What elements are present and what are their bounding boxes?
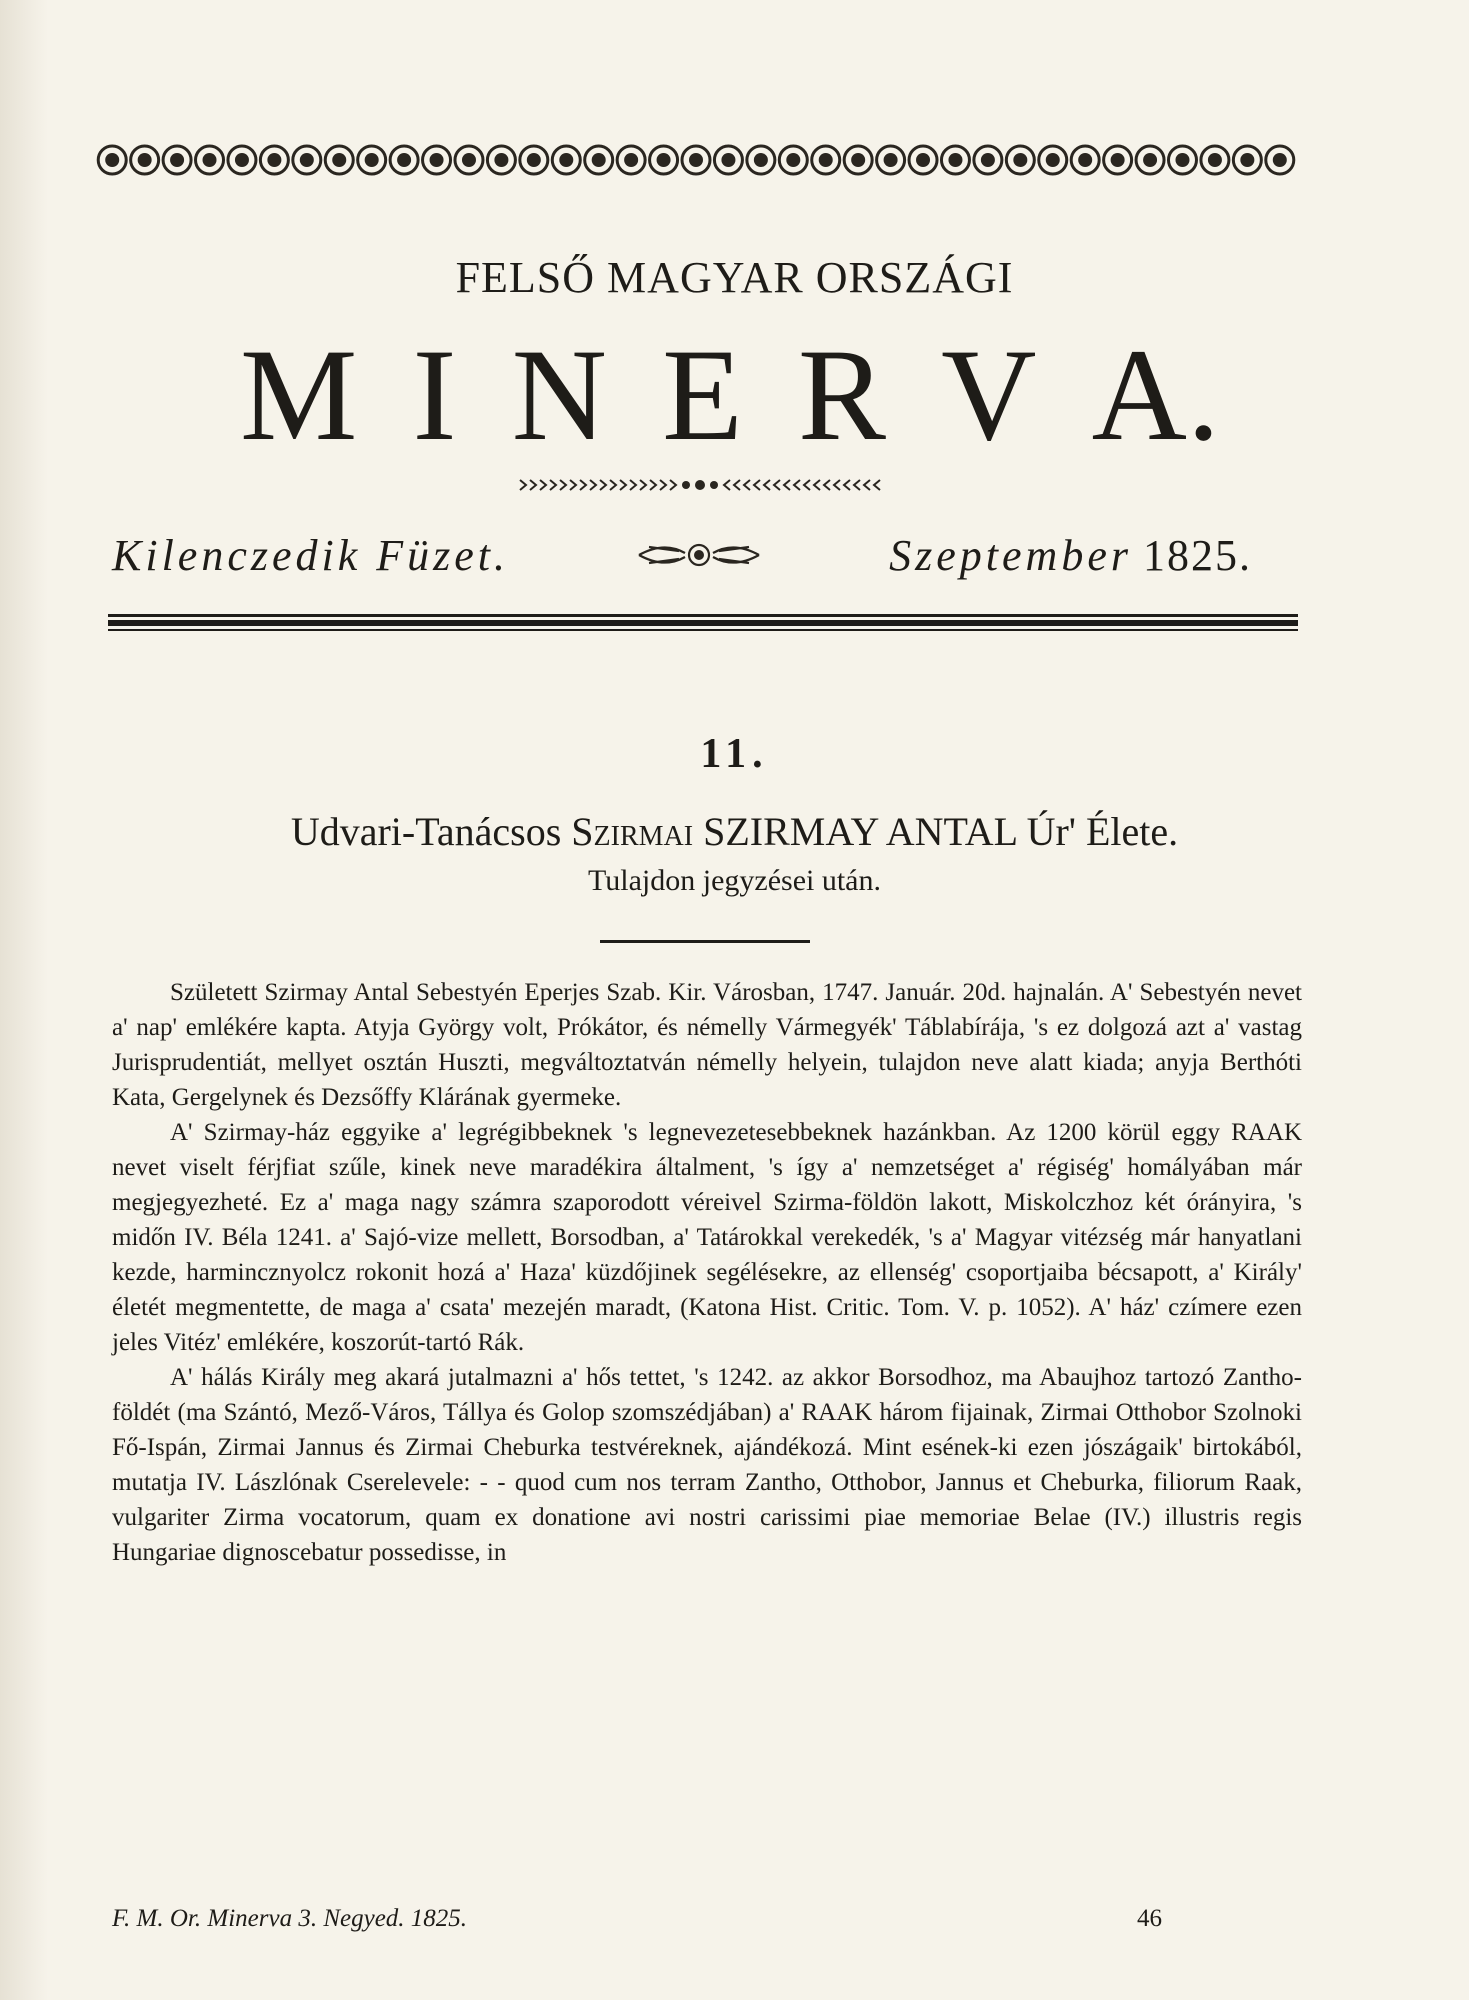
chevron-ornament bbox=[834, 480, 840, 490]
section-number: 11. bbox=[700, 731, 769, 777]
rosette-center bbox=[916, 153, 930, 167]
chevron-ornament bbox=[804, 480, 810, 490]
chevron-ornament bbox=[844, 480, 850, 490]
rosette-center bbox=[527, 153, 541, 167]
top-ornament-band bbox=[96, 140, 1296, 180]
rosette-center bbox=[559, 153, 573, 167]
chevron-ornament bbox=[874, 480, 880, 490]
rosette-center bbox=[981, 153, 995, 167]
chevron-ornament bbox=[590, 480, 596, 490]
chevron-ornament bbox=[620, 480, 626, 490]
article-title-end: SZIRMAY ANTAL Úr' Élete. bbox=[693, 809, 1179, 854]
rosette-center bbox=[138, 153, 152, 167]
rosette-center bbox=[1240, 153, 1254, 167]
signature-mark: F. M. Or. Minerva 3. Negyed. 1825. bbox=[112, 1905, 468, 1932]
chevron-ornament bbox=[530, 480, 536, 490]
body-paragraph: Született Szirmay Antal Sebestyén Eperjes Szab. Kir. Városban, 1747. Január. 20d. hajnalán. A' Sebestyén nevet a' nap' emlékére kapta. Atyja György volt, Prókátor, és némelly Vármegyék' Táblabírája, 's ez dolgozá azt a' vastag Jurisprudentiát, mellyet osztán Huszti, megváltoztatván némelly helyein, tulajdon neve alatt kiada; anyja Berthóti Kata, Gergelynek és Dezsőffy Klárának gyermeke. bbox=[112, 979, 1302, 1111]
rosette-center bbox=[1046, 153, 1060, 167]
chevron-ornament bbox=[794, 480, 800, 490]
rosette-center bbox=[1208, 153, 1222, 167]
rosette-center bbox=[754, 153, 768, 167]
rosette-center bbox=[1078, 153, 1092, 167]
article-subtitle: Tulajdon jegyzései után. bbox=[587, 864, 881, 897]
rosette-center bbox=[203, 153, 217, 167]
article-title-smallcaps: Szirmai bbox=[571, 809, 694, 854]
rosette-center bbox=[786, 153, 800, 167]
chevron-ornament bbox=[630, 480, 636, 490]
rosette-center bbox=[1143, 153, 1157, 167]
rosette-center bbox=[1013, 153, 1027, 167]
chevron-ornament bbox=[764, 480, 770, 490]
rosette-center bbox=[1111, 153, 1125, 167]
rosette-center bbox=[430, 153, 444, 167]
chevron-ornament bbox=[540, 480, 546, 490]
chevron-ornament bbox=[660, 480, 666, 490]
masthead-letter: R bbox=[797, 321, 886, 468]
rosette-center bbox=[365, 153, 379, 167]
page-footer bbox=[112, 1905, 1162, 1941]
fleuron-icon bbox=[619, 535, 779, 575]
body-paragraph: A' hálás Király meg akará jutalmazni a' hős tettet, 's 1242. az akkor Borsodhoz, ma Abaujhoz tartozó Zantho-földét (ma Szántó, Mező-Város, Tállya és Golop szomszédjában) a' RAAK három fijainak, Zirmai Otthobor Szolnoki Fő-Ispán, Zirmai Jannus és Zirmai Cheburka testvéreknek, ajándékozá. Mint esének-ki ezen jószágaik' birtokából, mutatja IV. Lászlónak Cserelevele: - - quod cum nos terram Zantho, Otthobor, Jannus et Cheburka, filiorum Raak, vulgariter Zirma vocatorum, quam ex donatione avi nostri carissimi piae memoriae Belae (IV.) illustris regis Hungariae dignoscebatur possedisse, in bbox=[112, 1364, 1302, 1566]
rosette-center bbox=[235, 153, 249, 167]
chevron-ornament bbox=[610, 480, 616, 490]
rosette-center bbox=[819, 153, 833, 167]
chevron-ornament bbox=[734, 480, 740, 490]
header-double-rule bbox=[108, 612, 1298, 634]
article-title-start: Udvari-Tanácsos bbox=[290, 809, 572, 854]
decorative-rule bbox=[510, 478, 890, 492]
masthead-letter: A. bbox=[1091, 321, 1220, 468]
chevron-ornament bbox=[520, 480, 526, 490]
rosette-center bbox=[884, 153, 898, 167]
chevron-ornament bbox=[570, 480, 576, 490]
article-body bbox=[112, 975, 1302, 1570]
chevron-ornament bbox=[640, 480, 646, 490]
article-title bbox=[0, 808, 1469, 855]
rosette-center bbox=[397, 153, 411, 167]
chevron-ornament bbox=[670, 480, 676, 490]
chevron-ornament bbox=[854, 480, 860, 490]
rosette-center bbox=[657, 153, 671, 167]
issue-number: Kilenczedik Füzet. bbox=[112, 530, 510, 580]
masthead-letter: I bbox=[412, 321, 457, 468]
rosette-center bbox=[105, 153, 119, 167]
chevron-ornament bbox=[864, 480, 870, 490]
masthead-letter: M bbox=[240, 321, 358, 468]
chevron-ornament bbox=[784, 480, 790, 490]
rosette-center bbox=[494, 153, 508, 167]
rosette-center bbox=[1175, 153, 1189, 167]
chevron-ornament bbox=[724, 480, 730, 490]
masthead-subtitle: FELSŐ MAGYAR ORSZÁGI bbox=[455, 253, 1014, 302]
chevron-ornament bbox=[744, 480, 750, 490]
chevron-ornament bbox=[814, 480, 820, 490]
rosette-center bbox=[689, 153, 703, 167]
issue-month: Szeptember bbox=[889, 530, 1132, 580]
chevron-ornament bbox=[754, 480, 760, 490]
chevron-ornament bbox=[600, 480, 606, 490]
rosette-center bbox=[592, 153, 606, 167]
rosette-center bbox=[300, 153, 314, 167]
rosette-center bbox=[624, 153, 638, 167]
chevron-ornament bbox=[774, 480, 780, 490]
rosette-center bbox=[332, 153, 346, 167]
rosette-center bbox=[462, 153, 476, 167]
body-paragraph: A' Szirmay-ház eggyike a' legrégibbeknek 's legnevezetesebbeknek hazánkban. Az 1200 körül eggy RAAK nevet viselt férjfiat szűle, kinek neve maradékira általment, 's így a' nemzetséget a' régiség' homályában már megjegyezheté. Ez a' maga nagy számra szaporodott véreivel Szirma-földön lakott, Miskolczhoz két órányira, 's midőn IV. Béla 1241. a' Sajó-vize mellett, Borsodban, a' Tatárokkal verekedék, 's a' Magyar vitézség már hanyatlani kezde, harmincznyolcz rokonit hozá a' Haza' küzdőjinek segélésekre, az ellenség' csoportjaiba bécsapott, a' Király' életét megmentette, de maga a' csata' mezején maradt, (Katona Hist. Critic. Tom. V. p. 1052). A' ház' czímere ezen jeles Vitéz' emlékére, koszorút-tartó Rák. bbox=[112, 1119, 1302, 1356]
rosette-center bbox=[267, 153, 281, 167]
rosette-center bbox=[721, 153, 735, 167]
rosette-center bbox=[851, 153, 865, 167]
chevron-ornament bbox=[650, 480, 656, 490]
masthead-letter: V bbox=[941, 321, 1037, 468]
rosette-center bbox=[948, 153, 962, 167]
issue-date bbox=[889, 530, 1252, 581]
title-rule bbox=[600, 940, 810, 943]
issue-year: 1825. bbox=[1142, 530, 1252, 580]
chevron-ornament bbox=[824, 480, 830, 490]
page-mark: 46 bbox=[1137, 1905, 1162, 1932]
rosette-center bbox=[1273, 153, 1287, 167]
chevron-ornament bbox=[580, 480, 586, 490]
masthead-title bbox=[240, 321, 1220, 468]
chevron-ornament bbox=[550, 480, 556, 490]
rosette-center bbox=[170, 153, 184, 167]
masthead-letter: N bbox=[511, 321, 607, 468]
masthead-letter: E bbox=[662, 321, 743, 468]
issue-line bbox=[112, 525, 1252, 585]
chevron-ornament bbox=[560, 480, 566, 490]
